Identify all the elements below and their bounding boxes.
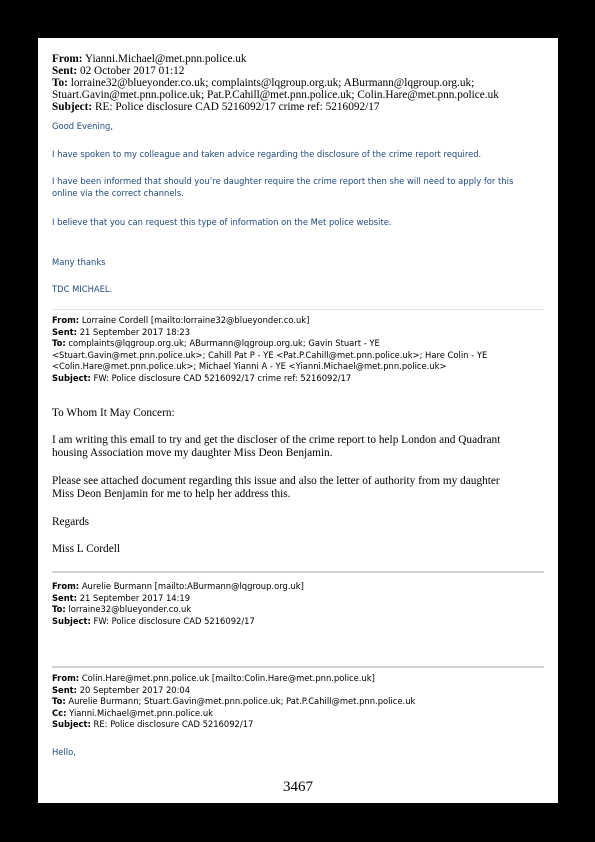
- email1-para1: I have spoken to my colleague and taken advice regarding the disclosure of the crime report required.: [52, 149, 482, 159]
- email4-subject-label: Subject:: [52, 719, 91, 729]
- email4-sent: 20 September 2017 20:04: [79, 684, 191, 695]
- email1-to-cont: Stuart.Gavin@met.pnn.police.uk; Pat.P.Cahill@met.pnn.police.uk; Colin.Hare@met.pnn.police.uk: [52, 89, 499, 101]
- email2-name: Miss L Cordell: [52, 543, 120, 555]
- email3-to: lorraine32@blueyonder.co.uk: [68, 604, 192, 614]
- email2-para2: [52, 475, 548, 501]
- email2-from-label: From:: [52, 315, 80, 325]
- separator: [52, 309, 544, 310]
- email2-salutation: To Whom It May Concern:: [52, 407, 175, 419]
- email4-sent-label: Sent:: [52, 684, 78, 695]
- email2-to-label: To:: [52, 338, 66, 348]
- email4-to: Aurelie Burmann; Stuart.Gavin@met.pnn.police.uk; Pat.P.Cahill@met.pnn.police.uk: [68, 696, 416, 706]
- email2-sent-label: Sent:: [52, 326, 78, 337]
- email1-sent-label: Sent:: [52, 65, 78, 77]
- email3-subject: FW: Police disclosure CAD 5216092/17: [93, 615, 255, 626]
- email4-header: [52, 673, 548, 731]
- email3-sent: 21 September 2017 14:19: [79, 592, 191, 603]
- email2-to: complaints@lqgroup.org.uk; ABurmann@lqgroup.org.uk; Gavin Stuart - YE: [68, 338, 380, 348]
- email4-cc-label: Cc:: [52, 707, 67, 718]
- email1-from-label: From:: [52, 53, 83, 65]
- email2-para2-line1: Please see attached document regarding this issue and also the letter of authority from my daughter: [52, 475, 500, 487]
- email1-sent: 02 October 2017 01:12: [79, 65, 185, 77]
- email2-to-cont1: <Stuart.Gavin@met.pnn.police.uk>; Cahill Pat P - YE <Pat.P.Cahill@met.pnn.police.uk>; Hare Colin - YE: [52, 349, 488, 360]
- email1-para3: I believe that you can request this type of information on the Met police website.: [52, 217, 392, 227]
- email1-header: [52, 53, 548, 113]
- email1-subject: RE: Police disclosure CAD 5216092/17 crime ref: 5216092/17: [95, 101, 380, 113]
- email3-from: Aurelie Burmann [mailto:ABurmann@lqgroup.org.uk]: [81, 581, 304, 591]
- email2-regards: Regards: [52, 516, 90, 528]
- email4-greeting: Hello,: [52, 747, 76, 757]
- email3-subject-label: Subject:: [52, 615, 91, 626]
- email4-subject: RE: Police disclosure CAD 5216092/17: [93, 719, 254, 729]
- email1-subject-label: Subject:: [52, 101, 93, 113]
- email3-header: [52, 581, 548, 627]
- email1-greeting: Good Evening,: [52, 121, 114, 131]
- email1-para2-line2: online via the correct channels.: [52, 187, 184, 198]
- email1-para2: [52, 176, 548, 199]
- email1-to-label: To:: [52, 77, 68, 89]
- document-page: [38, 38, 558, 803]
- email2-para1: [52, 434, 548, 460]
- email2-para1-line1: I am writing this email to try and get the discloser of the crime report to help London and Quadrant: [52, 434, 501, 446]
- email1-signoff: Many thanks: [52, 257, 106, 267]
- email1-para2-line1: I have been informed that should you’re daughter require the crime report then she will need to apply for this: [52, 176, 514, 186]
- email4-to-label: To:: [52, 696, 66, 706]
- email1-signature: TDC MICHAEL.: [52, 284, 113, 294]
- email2-header: [52, 315, 548, 384]
- email4-from: Colin.Hare@met.pnn.police.uk [mailto:Colin.Hare@met.pnn.police.uk]: [81, 673, 375, 683]
- email2-sent: 21 September 2017 18:23: [79, 326, 191, 337]
- separator: [52, 571, 544, 573]
- email2-to-cont2: <Colin.Hare@met.pnn.police.uk>; Michael Yianni A - YE <Yianni.Michael@met.pnn.police.uk>: [52, 361, 447, 371]
- email1-to: lorraine32@blueyonder.co.uk; complaints@lqgroup.org.uk; ABurmann@lqgroup.org.uk;: [70, 77, 475, 89]
- email2-para2-line2: Miss Deon Benjamin for me to help her address this.: [52, 488, 291, 500]
- page-number: 3467: [283, 779, 313, 795]
- email4-from-label: From:: [52, 673, 80, 683]
- email2-subject: FW: Police disclosure CAD 5216092/17 crime ref: 5216092/17: [93, 372, 352, 383]
- email1-from: Yianni.Michael@met.pnn.police.uk: [84, 53, 247, 65]
- email3-to-label: To:: [52, 604, 66, 614]
- separator: [52, 666, 544, 668]
- email2-from: Lorraine Cordell [mailto:lorraine32@blueyonder.co.uk]: [81, 315, 310, 325]
- email3-from-label: From:: [52, 581, 80, 591]
- email2-subject-label: Subject:: [52, 372, 91, 383]
- email2-para1-line2: housing Association move my daughter Miss Deon Benjamin.: [52, 447, 333, 459]
- email3-sent-label: Sent:: [52, 592, 78, 603]
- email4-cc: Yianni.Michael@met.pnn.police.uk: [69, 707, 213, 718]
